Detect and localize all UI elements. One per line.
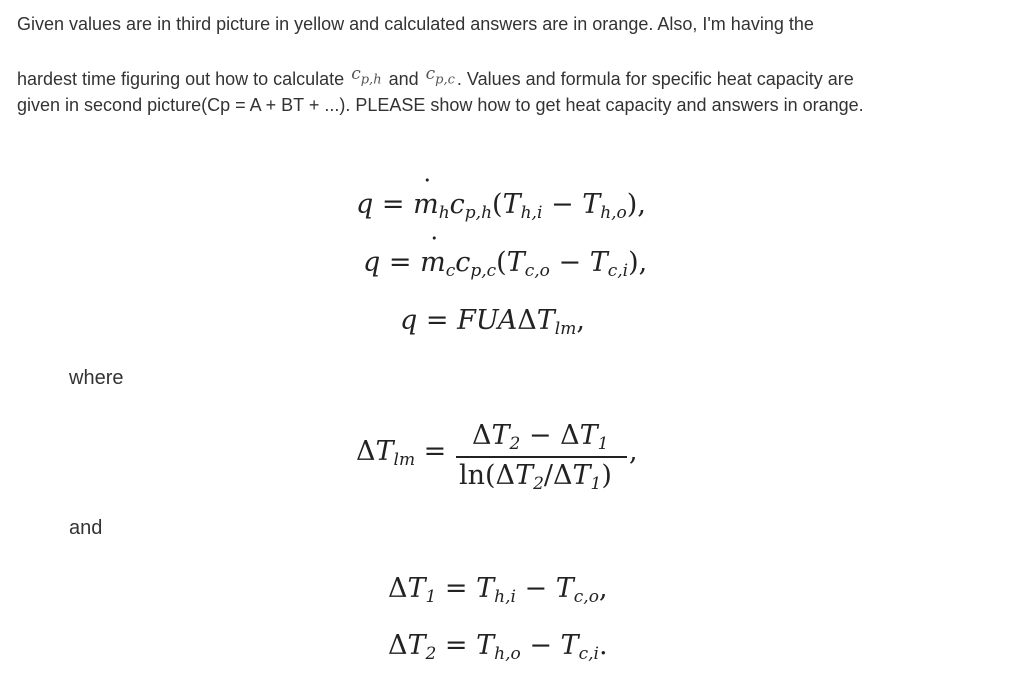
question-text-line-3: given in second picture(Cp = A + BT + ...). PLEASE show how to get heat capacity and answers in orange. — [17, 95, 864, 115]
lmtd-comma: , — [629, 436, 638, 467]
question-text-segment: and — [388, 69, 419, 89]
delta-t2-equation: $\Delta T_2 = T_{h,o} - T_{c,i}$. — [388, 630, 608, 664]
and-label: and — [69, 517, 103, 539]
lmtd-numerator: $\Delta T_2 - \Delta T_1$ — [472, 420, 609, 454]
delta-t1-equation: $\Delta T_1 = T_{h,i} - T_{c,o}$, — [388, 573, 608, 607]
cp-c-inline-math: $c_{p,c}$ — [425, 64, 455, 88]
cp-h-inline-math: $c_{p,h}$ — [351, 64, 382, 88]
question-text-segment: hardest time figuring out how to calculate — [17, 69, 345, 89]
question-text-segment: . Values and formula for specific heat capacity are — [456, 69, 854, 89]
question-text-line-1: Given values are in third picture in yellow and calculated answers are in orange. Also, I'm having the — [17, 14, 814, 34]
heat-balance-cold-equation: q = m $˙_cc_{p,c}(T_{c,o} - T_{c,i})$, — [363, 246, 647, 280]
lmtd-denominator: $\ln(\Delta T_2/\Delta T_1)$ — [459, 460, 612, 494]
lmtd-lhs: $\Delta T_{lm}$ = — [356, 436, 447, 470]
heat-balance-hot-equation: q = m $˙_hc_{p,h}(T_{h,i} - T_{h,o})$, — [356, 188, 646, 222]
heat-exchanger-rate-equation: $q = FUA\Delta T_{lm}$, — [400, 305, 585, 339]
fraction-bar — [456, 456, 627, 458]
where-label: where — [69, 367, 124, 389]
